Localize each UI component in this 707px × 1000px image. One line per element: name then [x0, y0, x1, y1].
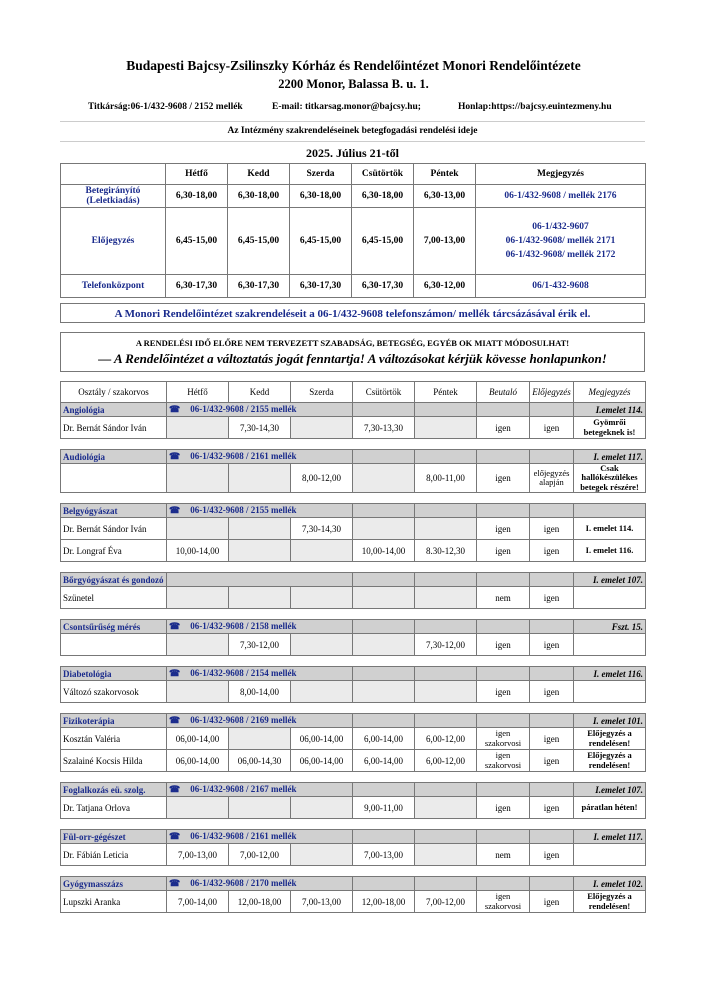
doctor-row [61, 844, 646, 866]
section-gap [61, 656, 646, 667]
top-time-cell: 6,30-18,00 [166, 185, 228, 208]
booking-cell: igen [530, 797, 574, 819]
day-hours-cell: 7,30-12,00 [229, 634, 291, 656]
referral-cell: nem [477, 587, 530, 609]
schedule-header-cell: Kedd [229, 382, 291, 403]
section-header-row [61, 450, 646, 464]
top-row-label: Betegirányító (Leletkiadás) [61, 185, 166, 208]
section-empty-cell [353, 620, 415, 634]
day-hours-cell: 8,00-12,00 [291, 464, 353, 493]
day-hours-cell: 12,00-18,00 [353, 891, 415, 913]
section-empty-cell [477, 830, 530, 844]
phone-icon: ☎ [169, 404, 181, 414]
top-time-cell: 6,45-15,00 [290, 208, 352, 275]
day-hours-cell [415, 518, 477, 540]
section-header-row [61, 714, 646, 728]
section-empty-cell [415, 714, 477, 728]
day-hours-cell [291, 681, 353, 703]
section-empty-cell [530, 714, 574, 728]
top-row [61, 208, 646, 275]
day-hours-cell [229, 797, 291, 819]
day-hours-cell [229, 464, 291, 493]
day-hours-cell [353, 587, 415, 609]
day-hours-cell: 8,00-14,00 [229, 681, 291, 703]
day-hours-cell: 8,00-11,00 [415, 464, 477, 493]
section-location: I. emelet 117. [574, 830, 646, 844]
schedule-header-cell: Hétfő [167, 382, 229, 403]
day-hours-cell [353, 464, 415, 493]
doctor-row [61, 417, 646, 439]
top-time-cell: 6,30-17,30 [228, 275, 290, 298]
email: E-mail: titkarsag.monor@bajcsy.hu; [272, 102, 421, 112]
website: Honlap:https://bajcsy.euintezmeny.hu [458, 102, 612, 112]
doctor-name [61, 464, 167, 493]
top-note-cell [476, 208, 646, 275]
section-empty-cell [353, 877, 415, 891]
doctor-row [61, 464, 646, 493]
doctor-row [61, 750, 646, 772]
day-hours-cell [167, 587, 229, 609]
day-hours-cell [353, 681, 415, 703]
section-location [574, 504, 646, 518]
effective-date: 2025. Július 21-től [305, 146, 399, 160]
booking-cell: igen [530, 728, 574, 750]
day-hours-cell [291, 634, 353, 656]
section-gap [61, 562, 646, 573]
top-time-cell: 6,45-15,00 [166, 208, 228, 275]
section-phone-number: 06-1/432-9608 / 2170 mellék [190, 878, 297, 889]
section-phone-number: 06-1/432-9608 / 2154 mellék [190, 668, 297, 679]
section-empty-cell [353, 714, 415, 728]
referral-cell: igen [477, 464, 530, 493]
section-gap [61, 609, 646, 620]
phone-notice: A Monori Rendelőintézet szakrendeléseit a 06-1/432-9608 telefonszámon/ mellék tárcsázásával érik el. [60, 303, 645, 323]
change-notice [60, 332, 645, 372]
doctor-name: Változó szakorvosok [61, 681, 167, 703]
section-phone [167, 450, 353, 464]
note-cell: Gyömrői betegeknek is! [574, 417, 646, 439]
day-hours-cell: 10,00-14,00 [167, 540, 229, 562]
schedule-header-cell: Péntek [415, 382, 477, 403]
section-empty-cell [530, 620, 574, 634]
section-name: Audiológia [61, 450, 167, 464]
phone-icon: ☎ [169, 451, 181, 461]
section-empty-cell [477, 403, 530, 417]
note-cell: I. emelet 114. [574, 518, 646, 540]
day-hours-cell: 7,00-12,00 [229, 844, 291, 866]
note-cell: Előjegyzés a rendelésen! [574, 750, 646, 772]
section-location: I. emelet 116. [574, 667, 646, 681]
section-phone-number: 06-1/432-9608 / 2169 mellék [190, 715, 297, 726]
booking-cell: igen [530, 844, 574, 866]
note-cell [574, 681, 646, 703]
day-hours-cell: 7,00-14,00 [167, 891, 229, 913]
top-time-cell: 6,30-18,00 [228, 185, 290, 208]
top-note-line: 06-1/432-9607 [532, 222, 589, 232]
booking-cell: igen [530, 518, 574, 540]
section-header-row [61, 573, 646, 587]
section-empty-cell [530, 667, 574, 681]
day-hours-cell [167, 634, 229, 656]
section-empty-cell [415, 573, 477, 587]
note-cell: Csak hallókészülékes betegek részére! [574, 464, 646, 493]
day-hours-cell: 10,00-14,00 [353, 540, 415, 562]
section-gap [61, 439, 646, 450]
day-hours-cell: 7,30-13,30 [353, 417, 415, 439]
day-hours-cell [415, 681, 477, 703]
referral-cell: igen szakorvosi [477, 891, 530, 913]
section-empty-cell [477, 667, 530, 681]
section-location: I. emelet 102. [574, 877, 646, 891]
section-location: I.emelet 114. [574, 403, 646, 417]
doctor-name [61, 634, 167, 656]
top-note-line: 06-1/432-9608 / mellék 2176 [504, 191, 617, 201]
section-phone [167, 667, 353, 681]
referral-cell: igen [477, 681, 530, 703]
divider [60, 141, 645, 142]
day-hours-cell [167, 464, 229, 493]
section-phone [167, 830, 353, 844]
top-note-line: 06-1/432-9608/ mellék 2171 [505, 236, 616, 246]
section-phone [167, 877, 353, 891]
referral-cell: igen [477, 540, 530, 562]
top-time-cell: 6,30-17,30 [166, 275, 228, 298]
doctor-row [61, 634, 646, 656]
doctor-row [61, 587, 646, 609]
section-location: I. emelet 117. [574, 450, 646, 464]
section-empty-cell [353, 573, 415, 587]
secretariat-phone: Titkárság:06-1/432-9608 / 2152 mellék [88, 102, 243, 112]
day-hours-cell [353, 518, 415, 540]
schedule-header-cell: Megjegyzés [574, 382, 646, 403]
section-empty-cell [415, 667, 477, 681]
section-empty-cell [530, 504, 574, 518]
phone-icon: ☎ [169, 831, 181, 842]
section-empty-cell [415, 877, 477, 891]
schedule-header-cell: Osztály / szakorvos [61, 382, 167, 403]
doctor-name: Dr. Bernát Sándor Iván [61, 417, 167, 439]
day-hours-cell: 9,00-11,00 [353, 797, 415, 819]
day-hours-cell: 06,00-14,00 [167, 750, 229, 772]
day-hours-cell: 06,00-14,30 [229, 750, 291, 772]
top-note-cell [476, 185, 646, 208]
section-header-row [61, 504, 646, 518]
schedule-header-cell: Szerda [291, 382, 353, 403]
section-name: Bőrgyógyászat és gondozó [61, 573, 167, 587]
section-phone-number: 06-1/432-9608 / 2161 mellék [190, 831, 297, 842]
day-hours-cell: 7,00-13,00 [353, 844, 415, 866]
schedule-table [60, 381, 646, 913]
note-cell: I. emelet 116. [574, 540, 646, 562]
phone-icon: ☎ [169, 621, 181, 632]
day-hours-cell: 06,00-14,00 [291, 750, 353, 772]
doctor-name: Dr. Tatjana Orlova [61, 797, 167, 819]
phone-icon: ☎ [169, 668, 181, 679]
day-hours-cell [291, 797, 353, 819]
section-header-row [61, 830, 646, 844]
doctor-row [61, 728, 646, 750]
top-note-line: 06-1/432-9608/ mellék 2172 [505, 250, 616, 260]
section-empty-cell [530, 450, 574, 464]
section-empty-cell [415, 504, 477, 518]
doctor-row [61, 797, 646, 819]
section-header-row [61, 877, 646, 891]
top-header-cell: Csütörtök [352, 164, 414, 185]
section-name: Gyógymasszázs [61, 877, 167, 891]
section-empty-cell [353, 783, 415, 797]
section-empty-cell [353, 504, 415, 518]
day-hours-cell: 7,30-14,30 [291, 518, 353, 540]
section-phone [167, 403, 353, 417]
day-hours-cell [229, 728, 291, 750]
booking-cell: igen [530, 540, 574, 562]
day-hours-cell [415, 417, 477, 439]
phone-icon: ☎ [169, 505, 181, 516]
section-empty-cell [530, 403, 574, 417]
section-gap [61, 703, 646, 714]
day-hours-cell: 06,00-14,00 [167, 728, 229, 750]
section-empty-cell [530, 830, 574, 844]
referral-cell: nem [477, 844, 530, 866]
schedule-header-cell: Beutaló [477, 382, 530, 403]
top-time-cell: 6,30-12,00 [414, 275, 476, 298]
day-hours-cell: 6,00-12,00 [415, 728, 477, 750]
change-warning: A RENDELÉSI IDŐ ELŐRE NEM TERVEZETT SZABADSÁG, BETEGSÉG, EGYÉB OK MIATT MÓDOSULHAT! [135, 338, 570, 348]
day-hours-cell [415, 587, 477, 609]
section-empty-cell [477, 714, 530, 728]
section-phone-number: 06-1/432-9608 / 2155 mellék [190, 505, 297, 516]
section-empty-cell [415, 830, 477, 844]
section-name: Fül-orr-gégészet [61, 830, 167, 844]
day-hours-cell [167, 417, 229, 439]
day-hours-cell [415, 844, 477, 866]
section-header-row [61, 783, 646, 797]
top-header-cell: Hétfő [166, 164, 228, 185]
day-hours-cell: 8.30-12,30 [415, 540, 477, 562]
day-hours-cell [167, 797, 229, 819]
top-time-cell: 6,45-15,00 [228, 208, 290, 275]
schedule-header-cell: Előjegyzés [530, 382, 574, 403]
note-cell [574, 587, 646, 609]
day-hours-cell [229, 587, 291, 609]
section-phone [167, 573, 353, 587]
doctor-name: Lupszki Aranka [61, 891, 167, 913]
section-empty-cell [415, 620, 477, 634]
day-hours-cell: 6,00-14,00 [353, 750, 415, 772]
section-empty-cell [415, 783, 477, 797]
section-name: Fizikoterápia [61, 714, 167, 728]
doctor-name: Szünetel [61, 587, 167, 609]
section-phone-number: 06-1/432-9608 / 2158 mellék [190, 621, 297, 632]
top-time-cell: 7,00-13,00 [414, 208, 476, 275]
booking-cell: igen [530, 417, 574, 439]
section-empty-cell [530, 573, 574, 587]
referral-cell: igen [477, 518, 530, 540]
section-empty-cell [477, 450, 530, 464]
note-cell: Előjegyzés a rendelésen! [574, 728, 646, 750]
note-cell [574, 844, 646, 866]
booking-cell: előjegyzés alapján [530, 464, 574, 493]
section-gap [61, 493, 646, 504]
section-header-row [61, 667, 646, 681]
top-time-cell: 6,30-17,30 [290, 275, 352, 298]
top-time-cell: 6,30-18,00 [352, 185, 414, 208]
top-header-cell: Péntek [414, 164, 476, 185]
day-hours-cell: 7,30-14,30 [229, 417, 291, 439]
schedule-header-cell: Csütörtök [353, 382, 415, 403]
day-hours-cell: 7,00-13,00 [167, 844, 229, 866]
doctor-row [61, 891, 646, 913]
booking-cell: igen [530, 587, 574, 609]
booking-cell: igen [530, 681, 574, 703]
day-hours-cell [291, 844, 353, 866]
section-name: Csontsűrűség mérés [61, 620, 167, 634]
top-time-cell: 6,30-17,30 [352, 275, 414, 298]
day-hours-cell: 6,00-12,00 [415, 750, 477, 772]
section-phone-number: 06-1/432-9608 / 2161 mellék [190, 451, 297, 461]
section-gap [61, 819, 646, 830]
top-row [61, 185, 646, 208]
booking-cell: igen [530, 750, 574, 772]
section-empty-cell [477, 783, 530, 797]
intro-text: Az Intézmény szakrendeléseinek betegfogadási rendelési ideje [227, 126, 478, 136]
section-location: I. emelet 101. [574, 714, 646, 728]
note-cell: páratlan héten! [574, 797, 646, 819]
top-time-cell: 6,30-18,00 [290, 185, 352, 208]
doctor-row [61, 540, 646, 562]
day-hours-cell [229, 540, 291, 562]
section-gap [61, 772, 646, 783]
doctor-row [61, 681, 646, 703]
referral-cell: igen szakorvosi [477, 728, 530, 750]
top-time-cell: 6,30-13,00 [414, 185, 476, 208]
doctor-name: Szalainé Kocsis Hilda [61, 750, 167, 772]
section-phone-number: 06-1/432-9608 / 2167 mellék [190, 784, 297, 795]
document-title: Budapesti Bajcsy-Zsilinszky Kórház és Rendelőintézet Monori Rendelőintézete [126, 58, 581, 73]
section-empty-cell [477, 620, 530, 634]
doctor-name: Kosztán Valéria [61, 728, 167, 750]
section-name: Angiológia [61, 403, 167, 417]
top-header-cell: Megjegyzés [476, 164, 646, 185]
day-hours-cell [229, 518, 291, 540]
day-hours-cell [291, 540, 353, 562]
top-header-cell: Kedd [228, 164, 290, 185]
day-hours-cell: 7,30-12,00 [415, 634, 477, 656]
section-empty-cell [530, 783, 574, 797]
section-empty-cell [353, 667, 415, 681]
section-location: Fszt. 15. [574, 620, 646, 634]
section-location: I.emelet 107. [574, 783, 646, 797]
section-phone-number: 06-1/432-9608 / 2155 mellék [190, 404, 297, 414]
top-note-cell [476, 275, 646, 298]
section-name: Diabetológia [61, 667, 167, 681]
top-row-label: Előjegyzés [61, 208, 166, 275]
service-hours-table [60, 163, 646, 298]
top-row-label: Telefonközpont [61, 275, 166, 298]
divider [60, 121, 645, 122]
top-row [61, 275, 646, 298]
referral-cell: igen szakorvosi [477, 750, 530, 772]
section-empty-cell [415, 403, 477, 417]
phone-icon: ☎ [169, 878, 181, 889]
rights-reserved-note: — A Rendelőintézet a változtatás jogát fenntartja! A változásokat kérjük kövesse honlapunkon! [98, 351, 607, 366]
day-hours-cell: 06,00-14,00 [291, 728, 353, 750]
referral-cell: igen [477, 417, 530, 439]
address: 2200 Monor, Balassa B. u. 1. [278, 77, 429, 91]
booking-cell: igen [530, 634, 574, 656]
day-hours-cell [291, 587, 353, 609]
section-empty-cell [477, 504, 530, 518]
section-header-row [61, 403, 646, 417]
section-name: Belgyógyászat [61, 504, 167, 518]
referral-cell: igen [477, 634, 530, 656]
note-cell [574, 634, 646, 656]
doctor-name: Dr. Longraf Éva [61, 540, 167, 562]
doctor-name: Dr. Fábián Leticia [61, 844, 167, 866]
day-hours-cell [291, 417, 353, 439]
doctor-name: Dr. Bernát Sándor Iván [61, 518, 167, 540]
section-name: Foglalkozás eü. szolg. [61, 783, 167, 797]
section-empty-cell [530, 877, 574, 891]
day-hours-cell [353, 634, 415, 656]
section-phone [167, 783, 353, 797]
top-header-cell: Szerda [290, 164, 352, 185]
day-hours-cell: 12,00-18,00 [229, 891, 291, 913]
top-note-line: 06/1-432-9608 [532, 281, 589, 291]
section-empty-cell [353, 830, 415, 844]
phone-icon: ☎ [169, 715, 181, 726]
section-empty-cell [477, 573, 530, 587]
referral-cell: igen [477, 797, 530, 819]
section-phone [167, 504, 353, 518]
day-hours-cell [415, 797, 477, 819]
note-cell: Előjegyzés a rendelésen! [574, 891, 646, 913]
phone-icon: ☎ [169, 784, 181, 795]
section-empty-cell [477, 877, 530, 891]
day-hours-cell [167, 681, 229, 703]
section-empty-cell [353, 403, 415, 417]
doctor-row [61, 518, 646, 540]
top-time-cell: 6,45-15,00 [352, 208, 414, 275]
section-phone [167, 714, 353, 728]
section-location: I. emelet 107. [574, 573, 646, 587]
day-hours-cell: 6,00-14,00 [353, 728, 415, 750]
section-empty-cell [353, 450, 415, 464]
day-hours-cell: 7,00-13,00 [291, 891, 353, 913]
section-gap [61, 866, 646, 877]
day-hours-cell: 7,00-12,00 [415, 891, 477, 913]
section-header-row [61, 620, 646, 634]
booking-cell: igen [530, 891, 574, 913]
day-hours-cell [167, 518, 229, 540]
section-empty-cell [415, 450, 477, 464]
section-phone [167, 620, 353, 634]
